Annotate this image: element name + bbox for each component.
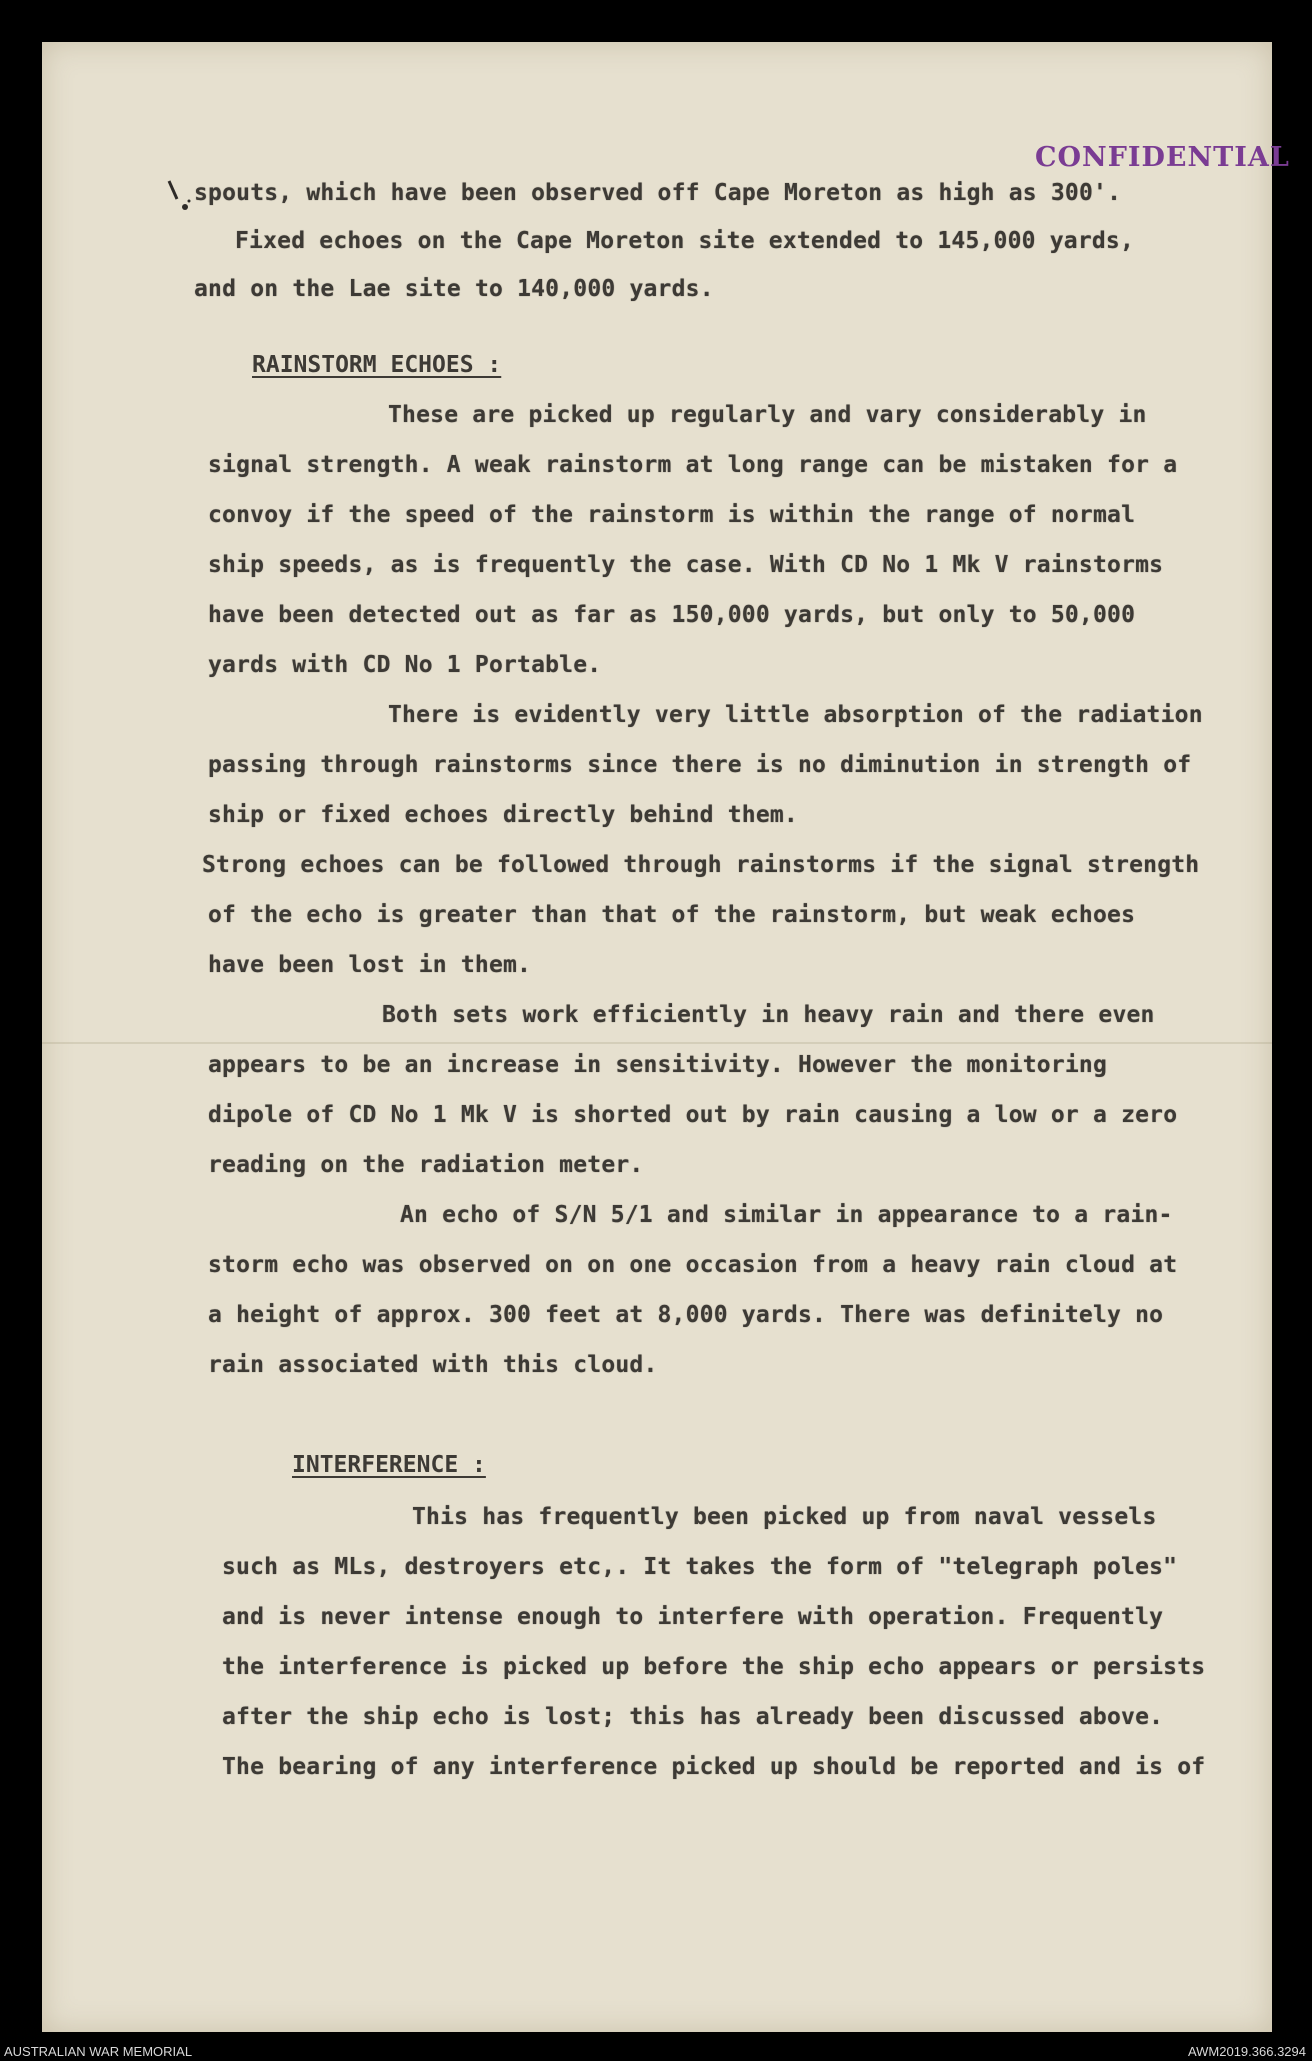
text-line: and is never intense enough to interfere with operation. Frequently bbox=[222, 1604, 1164, 1630]
text-line: An echo of S/N 5/1 and similar in appearance to a rain- bbox=[400, 1202, 1173, 1228]
text-line: The bearing of any interference picked up should be reported and is of bbox=[222, 1754, 1206, 1780]
text-line: rain associated with this cloud. bbox=[208, 1352, 658, 1378]
page-fold bbox=[42, 1042, 1272, 1044]
section-heading-rainstorm: RAINSTORM ECHOES : bbox=[252, 352, 502, 378]
text-line: There is evidently very little absorption of the radiation bbox=[388, 702, 1203, 728]
text-line: storm echo was observed on on one occasion from a heavy rain cloud at bbox=[208, 1252, 1178, 1278]
text-line: after the ship echo is lost; this has already been discussed above. bbox=[222, 1704, 1164, 1730]
text-line: ship speeds, as is frequently the case. With CD No 1 Mk V rainstorms bbox=[208, 552, 1164, 578]
text-line: This has frequently been picked up from naval vessels bbox=[412, 1504, 1157, 1530]
document-page bbox=[42, 42, 1290, 2032]
footer-accession-number: AWM2019.366.3294 bbox=[1187, 2044, 1306, 2059]
text-line: These are picked up regularly and vary considerably in bbox=[388, 402, 1147, 428]
footer-institution: AUSTRALIAN WAR MEMORIAL bbox=[4, 2044, 193, 2059]
text-line: and on the Lae site to 140,000 yards. bbox=[194, 276, 714, 302]
text-line: have been detected out as far as 150,000 yards, but only to 50,000 bbox=[208, 602, 1136, 628]
text-line: passing through rainstorms since there is no diminution in strength of bbox=[208, 752, 1192, 778]
ink-mark-icon bbox=[165, 177, 195, 217]
text-line: reading on the radiation meter. bbox=[208, 1152, 644, 1178]
text-line: a height of approx. 300 feet at 8,000 yards. There was definitely no bbox=[208, 1302, 1164, 1328]
text-line: spouts, which have been observed off Cape Moreton as high as 300'. bbox=[194, 180, 1122, 206]
text-line: signal strength. A weak rainstorm at long range can be mistaken for a bbox=[208, 452, 1178, 478]
text-line: such as MLs, destroyers etc,. It takes the form of "telegraph poles" bbox=[222, 1554, 1178, 1580]
text-line: dipole of CD No 1 Mk V is shorted out by rain causing a low or a zero bbox=[208, 1102, 1178, 1128]
text-line: have been lost in them. bbox=[208, 952, 532, 978]
text-line: ship or fixed echoes directly behind them. bbox=[208, 802, 798, 828]
text-line: yards with CD No 1 Portable. bbox=[208, 652, 602, 678]
text-line: Both sets work efficiently in heavy rain and there even bbox=[382, 1002, 1155, 1028]
text-line: convoy if the speed of the rainstorm is within the range of normal bbox=[208, 502, 1136, 528]
text-line: the interference is picked up before the ship echo appears or persists bbox=[222, 1654, 1206, 1680]
text-line: appears to be an increase in sensitivity. However the monitoring bbox=[208, 1052, 1108, 1078]
section-heading-interference: INTERFERENCE : bbox=[292, 1452, 486, 1478]
text-line: of the echo is greater than that of the rainstorm, but weak echoes bbox=[208, 902, 1136, 928]
text-line: Strong echoes can be followed through rainstorms if the signal strength bbox=[202, 852, 1200, 878]
text-line: Fixed echoes on the Cape Moreton site extended to 145,000 yards, bbox=[235, 228, 1135, 254]
confidential-stamp: CONFIDENTIAL bbox=[1035, 142, 1290, 173]
